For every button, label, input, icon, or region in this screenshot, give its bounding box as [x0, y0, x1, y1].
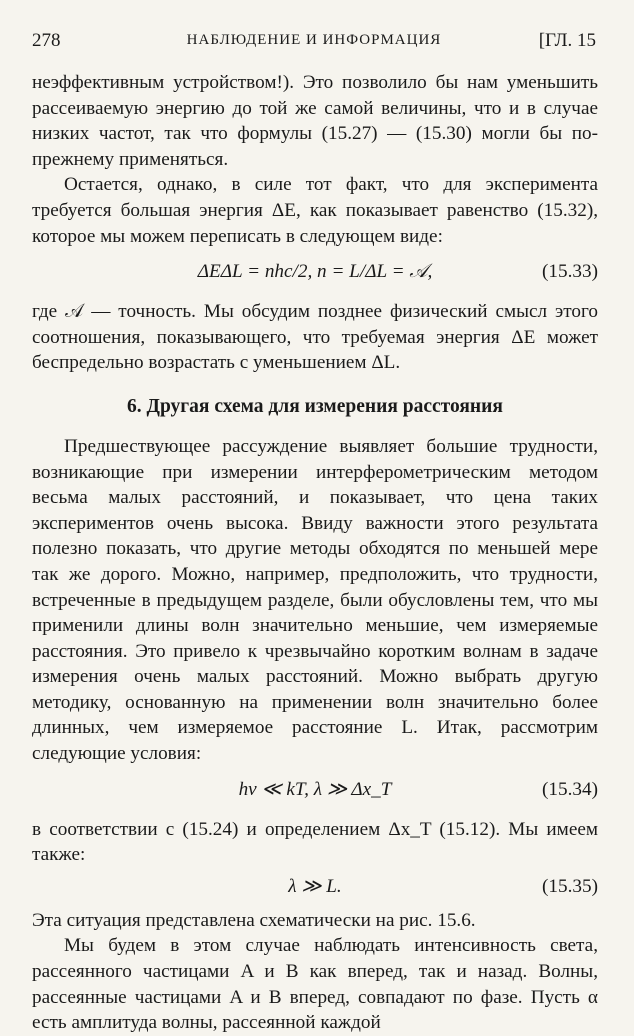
section-title: 6. Другая схема для измерения расстояния: [127, 395, 503, 417]
page-header: [32, 30, 596, 58]
equation-15-33: [32, 249, 598, 299]
paragraph-2: Остается, однако, в силе тот факт, что для эксперимента требуется большая энергия ΔE, как показывает равенство (15.32), которое мы можем переписать в следующем виде:: [32, 174, 598, 247]
chapter-marker: [ГЛ. 15: [538, 30, 596, 51]
equation-number: (15.35): [542, 875, 598, 897]
paragraph-7: Мы будем в этом случае наблюдать интенсивность света, рассеянного частицами A и B как вперед, так и назад. Волны, рассеянные частицами A и B вперед, совпадают по фазе. Пусть α есть амплитуда волны, рассеянной каждой: [32, 935, 598, 1034]
paragraph-3: где 𝒜 — точность. Мы обсудим позднее физический смысл этого соотношения, показывающего, что требуемая энергия ΔE может беспредельно возрастать с уменьшением ΔL.: [32, 301, 598, 374]
paragraph-4: Предшествующее рассуждение выявляет большие трудности, возникающие при измерении интерферометрическим методом весьма малых расстояний, и показывает, что цена таких экспериментов очень высока. Ввиду важности этого результата полезно показать, что другие методы обходятся по меньшей мере так же дорого. Можно, например, предположить, что трудности, встреченные в предыдущем разделе, были обусловлены тем, что мы применили длины волн значительно меньшие, чем измеряемые расстояния. Это привело к чрезвычайно коротким волнам в задаче измерения очень малых расстояний. Можно выбрать другую методику, основанную на применении волн значительно более длинных, чем измеряемое расстояние L. Итак, рассмотрим следующие условия:: [32, 435, 598, 765]
running-title: НАБЛЮДЕНИЕ И ИНФОРМАЦИЯ: [186, 32, 442, 48]
equation-15-34: [32, 767, 598, 817]
page-body: [32, 70, 598, 1036]
paragraph-5: в соответствии с (15.24) и определением Δx_T (15.12). Мы имеем также:: [32, 818, 598, 866]
equation-number: (15.34): [542, 778, 598, 800]
equation-15-35: [32, 868, 598, 908]
page-number: 278: [32, 30, 61, 51]
paragraph-6: Эта ситуация представлена схематически на рис. 15.6.: [32, 909, 476, 931]
paragraph-1: неэффективным устройством!). Это позволило бы нам уменьшить рассеиваемую энергию до той же самой величины, что и в случае низких частот, так что формулы (15.27) — (15.30) могли бы по-прежнему применяться.: [32, 72, 598, 170]
equation-expression: ΔEΔL = nhc/2, n = L/ΔL = 𝒜,: [197, 261, 433, 283]
equation-number: (15.33): [542, 261, 598, 283]
equation-expression: λ ≫ L.: [288, 875, 342, 897]
equation-expression: hν ≪ kT, λ ≫ Δx_T: [238, 778, 392, 800]
